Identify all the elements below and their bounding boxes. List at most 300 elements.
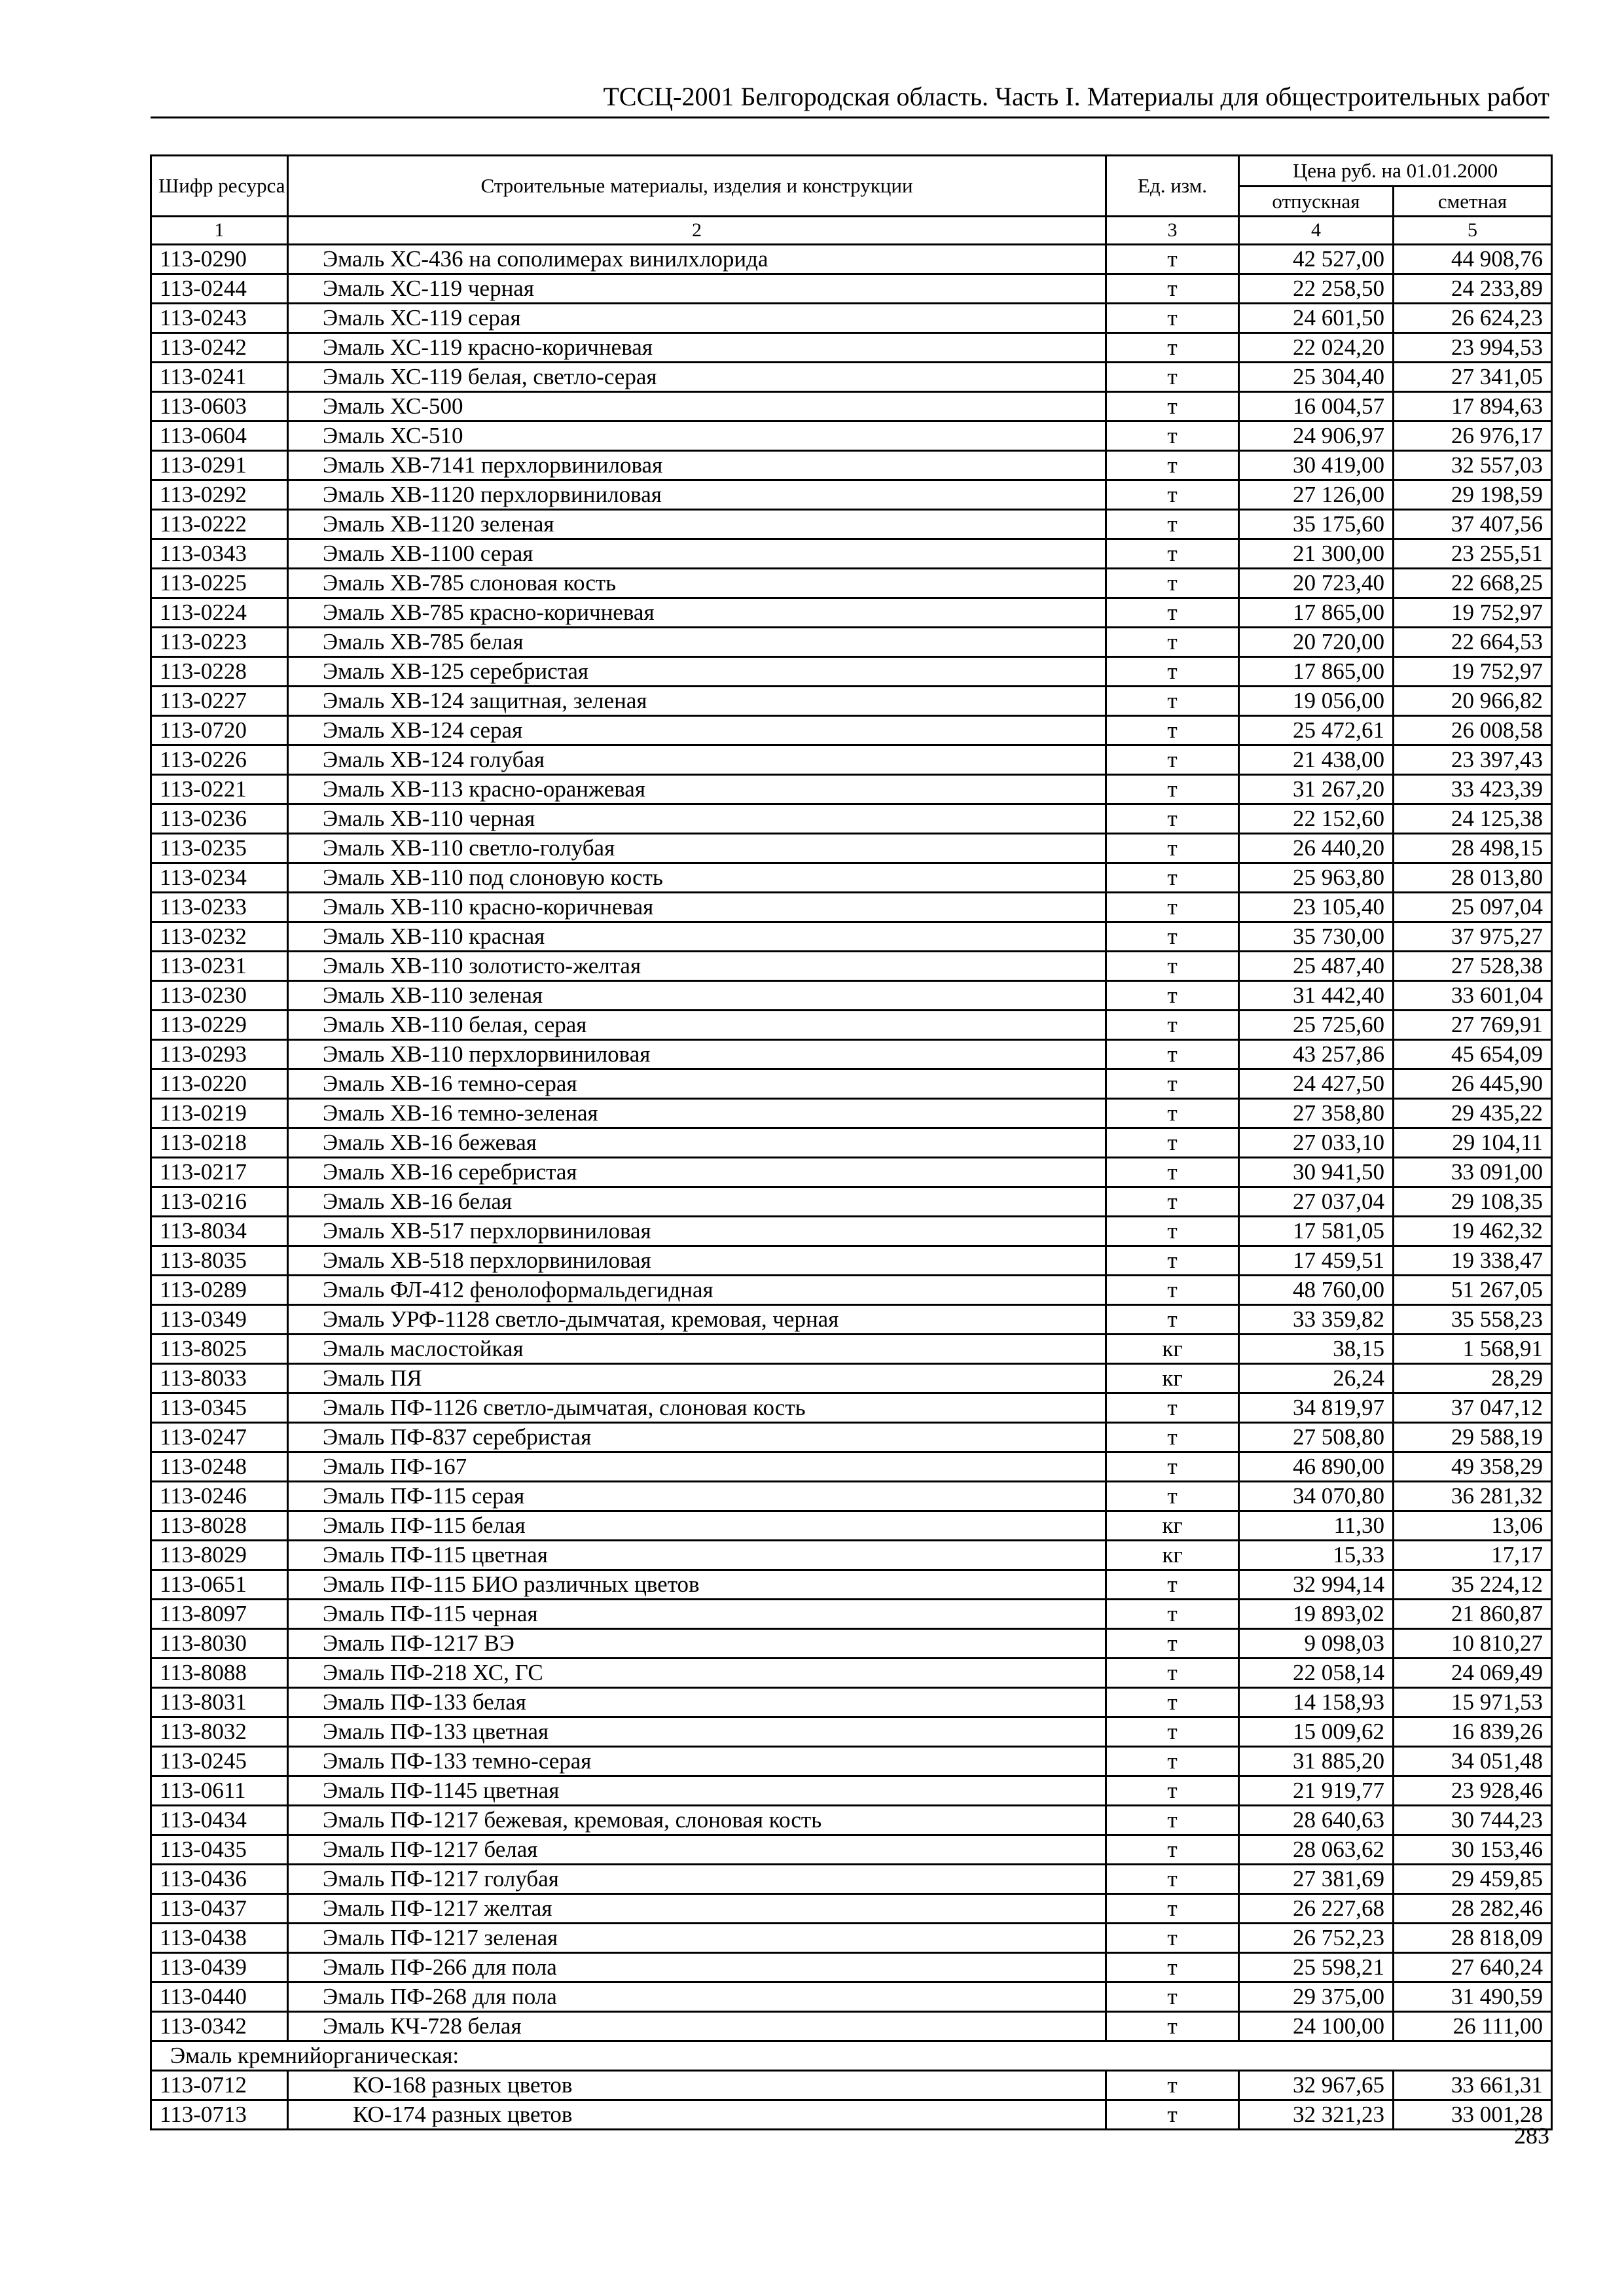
release-price: 24 601,50 [1239, 304, 1394, 333]
release-price: 25 963,80 [1239, 863, 1394, 893]
release-price: 21 438,00 [1239, 745, 1394, 775]
material-name: Эмаль ПФ-115 белая [288, 1511, 1106, 1541]
estimate-price: 29 588,19 [1394, 1423, 1552, 1452]
material-name: КО-168 разных цветов [288, 2071, 1106, 2100]
material-name: Эмаль ПФ-266 для пола [288, 1953, 1106, 1982]
estimate-price: 19 752,97 [1394, 657, 1552, 687]
table-row [151, 333, 1552, 363]
table-row [151, 1187, 1552, 1217]
table-row [151, 1128, 1552, 1158]
table-row [151, 598, 1552, 628]
estimate-price: 27 341,05 [1394, 363, 1552, 392]
table-row [151, 1835, 1552, 1865]
resource-code: 113-8097 [151, 1600, 288, 1629]
resource-code: 113-0236 [151, 804, 288, 834]
material-name: Эмаль ПФ-115 черная [288, 1600, 1106, 1629]
table-row [151, 422, 1552, 451]
release-price: 20 723,40 [1239, 569, 1394, 598]
table-row [151, 1717, 1552, 1747]
release-price: 31 885,20 [1239, 1747, 1394, 1776]
estimate-price: 28 818,09 [1394, 1924, 1552, 1953]
release-price: 30 941,50 [1239, 1158, 1394, 1187]
material-name: Эмаль ХС-436 на сополимерах винилхлорида [288, 245, 1106, 274]
table-row [151, 1776, 1552, 1806]
unit: т [1106, 510, 1239, 539]
release-price: 19 056,00 [1239, 687, 1394, 716]
material-name: Эмаль ХВ-124 голубая [288, 745, 1106, 775]
material-name: Эмаль ПЯ [288, 1364, 1106, 1393]
header-price: Цена руб. на 01.01.2000 [1239, 156, 1552, 187]
estimate-price: 35 224,12 [1394, 1570, 1552, 1600]
unit: т [1106, 1393, 1239, 1423]
resource-code: 113-0603 [151, 392, 288, 422]
table-row [151, 1806, 1552, 1835]
estimate-price: 25 097,04 [1394, 893, 1552, 922]
table-row [151, 1393, 1552, 1423]
estimate-price: 23 397,43 [1394, 745, 1552, 775]
table-row [151, 1452, 1552, 1482]
estimate-price: 23 994,53 [1394, 333, 1552, 363]
material-name: Эмаль ХВ-785 белая [288, 628, 1106, 657]
table-row [151, 304, 1552, 333]
table-row [151, 952, 1552, 981]
release-price: 17 865,00 [1239, 657, 1394, 687]
material-name: Эмаль ХВ-110 зеленая [288, 981, 1106, 1011]
material-name: Эмаль ХВ-16 темно-зеленая [288, 1099, 1106, 1128]
resource-code: 113-0234 [151, 863, 288, 893]
resource-code: 113-0291 [151, 451, 288, 480]
release-price: 42 527,00 [1239, 245, 1394, 274]
resource-code: 113-0218 [151, 1128, 288, 1158]
estimate-price: 49 358,29 [1394, 1452, 1552, 1482]
material-name: Эмаль ХВ-110 красная [288, 922, 1106, 952]
estimate-price: 33 601,04 [1394, 981, 1552, 1011]
material-name: Эмаль ХВ-124 защитная, зеленая [288, 687, 1106, 716]
material-name: Эмаль ПФ-115 цветная [288, 1541, 1106, 1570]
unit: т [1106, 480, 1239, 510]
resource-code: 113-0217 [151, 1158, 288, 1187]
table-row [151, 1541, 1552, 1570]
table-row [151, 480, 1552, 510]
material-name: Эмаль ХВ-125 серебристая [288, 657, 1106, 687]
estimate-price: 30 153,46 [1394, 1835, 1552, 1865]
release-price: 24 427,50 [1239, 1069, 1394, 1099]
material-name: Эмаль ХВ-110 под слоновую кость [288, 863, 1106, 893]
unit: т [1106, 1069, 1239, 1099]
estimate-price: 24 069,49 [1394, 1659, 1552, 1688]
release-price: 22 152,60 [1239, 804, 1394, 834]
table-row [151, 1570, 1552, 1600]
material-name: Эмаль УРФ-1128 светло-дымчатая, кремовая, черная [288, 1305, 1106, 1335]
resource-code: 113-0247 [151, 1423, 288, 1452]
table-row [151, 2100, 1552, 2130]
resource-code: 113-0245 [151, 1747, 288, 1776]
table-row [151, 1364, 1552, 1393]
table-row [151, 922, 1552, 952]
material-name: Эмаль ХВ-110 красно-коричневая [288, 893, 1106, 922]
resource-code: 113-0227 [151, 687, 288, 716]
material-name: Эмаль КЧ-728 белая [288, 2012, 1106, 2041]
unit: т [1106, 1953, 1239, 1982]
material-name: Эмаль ХВ-16 бежевая [288, 1128, 1106, 1158]
resource-code: 113-8029 [151, 1541, 288, 1570]
table-row [151, 716, 1552, 745]
unit: т [1106, 1806, 1239, 1835]
page-number: 283 [1514, 2123, 1549, 2149]
material-name: Эмаль ХВ-1120 перхлорвиниловая [288, 480, 1106, 510]
resource-code: 113-0292 [151, 480, 288, 510]
material-name: Эмаль ХС-119 черная [288, 274, 1106, 304]
group-label: Эмаль кремнийорганическая: [151, 2041, 1552, 2071]
resource-code: 113-8088 [151, 1659, 288, 1688]
unit: т [1106, 304, 1239, 333]
table-row [151, 1953, 1552, 1982]
estimate-price: 22 664,53 [1394, 628, 1552, 657]
material-name: Эмаль ХВ-517 перхлорвиниловая [288, 1217, 1106, 1246]
estimate-price: 33 091,00 [1394, 1158, 1552, 1187]
unit: т [1106, 1187, 1239, 1217]
estimate-price: 17 894,63 [1394, 392, 1552, 422]
header-release-price: отпускная [1239, 187, 1394, 217]
material-name: Эмаль ПФ-218 ХС, ГС [288, 1659, 1106, 1688]
document-header-title: ТССЦ-2001 Белгородская область. Часть I. Материалы для общестроительных работ [603, 82, 1549, 111]
material-name: Эмаль ПФ-1217 ВЭ [288, 1629, 1106, 1659]
estimate-price: 23 255,51 [1394, 539, 1552, 569]
material-name: Эмаль ПФ-1217 бежевая, кремовая, слоновая кость [288, 1806, 1106, 1835]
estimate-price: 33 661,31 [1394, 2071, 1552, 2100]
resource-code: 113-0713 [151, 2100, 288, 2130]
release-price: 15 009,62 [1239, 1717, 1394, 1747]
unit: т [1106, 2012, 1239, 2041]
table-row [151, 1011, 1552, 1040]
material-name: Эмаль ФЛ-412 фенолоформальдегидная [288, 1276, 1106, 1305]
material-name: Эмаль ПФ-1217 белая [288, 1835, 1106, 1865]
table-row [151, 1659, 1552, 1688]
estimate-price: 28 498,15 [1394, 834, 1552, 863]
release-price: 34 819,97 [1239, 1393, 1394, 1423]
table-row [151, 1335, 1552, 1364]
unit: т [1106, 1570, 1239, 1600]
material-name: Эмаль ХВ-110 перхлорвиниловая [288, 1040, 1106, 1069]
material-name: Эмаль ПФ-1126 светло-дымчатая, слоновая кость [288, 1393, 1106, 1423]
estimate-price: 32 557,03 [1394, 451, 1552, 480]
material-name: Эмаль ХВ-113 красно-оранжевая [288, 775, 1106, 804]
table-row [151, 1482, 1552, 1511]
release-price: 9 098,03 [1239, 1629, 1394, 1659]
resource-code: 113-0345 [151, 1393, 288, 1423]
release-price: 27 381,69 [1239, 1865, 1394, 1894]
resource-code: 113-0349 [151, 1305, 288, 1335]
header-unit: Ед. изм. [1106, 156, 1239, 217]
estimate-price: 36 281,32 [1394, 1482, 1552, 1511]
estimate-price: 16 839,26 [1394, 1717, 1552, 1747]
resource-code: 113-0228 [151, 657, 288, 687]
resource-code: 113-0216 [151, 1187, 288, 1217]
material-name: Эмаль ПФ-268 для пола [288, 1982, 1106, 2012]
unit: т [1106, 1128, 1239, 1158]
material-name: Эмаль ХВ-16 темно-серая [288, 1069, 1106, 1099]
table-row [151, 2012, 1552, 2041]
price-table-body [151, 245, 1552, 2130]
resource-code: 113-0241 [151, 363, 288, 392]
unit: т [1106, 1688, 1239, 1717]
material-name: Эмаль ПФ-1217 желтая [288, 1894, 1106, 1924]
unit: т [1106, 628, 1239, 657]
table-row [151, 1924, 1552, 1953]
material-name: Эмаль ХС-500 [288, 392, 1106, 422]
table-row [151, 1688, 1552, 1717]
release-price: 26 227,68 [1239, 1894, 1394, 1924]
estimate-price: 30 744,23 [1394, 1806, 1552, 1835]
table-row [151, 392, 1552, 422]
table-row [151, 1069, 1552, 1099]
material-name: Эмаль ПФ-1217 зеленая [288, 1924, 1106, 1953]
release-price: 22 024,20 [1239, 333, 1394, 363]
release-price: 34 070,80 [1239, 1482, 1394, 1511]
release-price: 17 459,51 [1239, 1246, 1394, 1276]
unit: т [1106, 539, 1239, 569]
resource-code: 113-8034 [151, 1217, 288, 1246]
table-row [151, 1600, 1552, 1629]
unit: т [1106, 2071, 1239, 2100]
table-row [151, 834, 1552, 863]
resource-code: 113-0224 [151, 598, 288, 628]
unit: т [1106, 1924, 1239, 1953]
unit: т [1106, 422, 1239, 451]
estimate-price: 15 971,53 [1394, 1688, 1552, 1717]
estimate-price: 23 928,46 [1394, 1776, 1552, 1806]
estimate-price: 20 966,82 [1394, 687, 1552, 716]
material-name: Эмаль ХС-119 красно-коричневая [288, 333, 1106, 363]
resource-code: 113-0248 [151, 1452, 288, 1482]
material-name: Эмаль ХС-119 белая, светло-серая [288, 363, 1106, 392]
table-row [151, 451, 1552, 480]
table-row [151, 1246, 1552, 1276]
resource-code: 113-0232 [151, 922, 288, 952]
unit: т [1106, 687, 1239, 716]
release-price: 28 063,62 [1239, 1835, 1394, 1865]
unit: т [1106, 1158, 1239, 1187]
material-name: Эмаль ПФ-133 белая [288, 1688, 1106, 1717]
material-name: Эмаль ХВ-785 слоновая кость [288, 569, 1106, 598]
unit: т [1106, 775, 1239, 804]
estimate-price: 22 668,25 [1394, 569, 1552, 598]
material-name: Эмаль ПФ-115 БИО различных цветов [288, 1570, 1106, 1600]
resource-code: 113-0289 [151, 1276, 288, 1305]
material-name: Эмаль ХВ-124 серая [288, 716, 1106, 745]
estimate-price: 37 407,56 [1394, 510, 1552, 539]
resource-code: 113-0436 [151, 1865, 288, 1894]
table-row [151, 245, 1552, 274]
table-row [151, 1276, 1552, 1305]
estimate-price: 28 282,46 [1394, 1894, 1552, 1924]
resource-code: 113-0230 [151, 981, 288, 1011]
estimate-price: 19 338,47 [1394, 1246, 1552, 1276]
price-table-head [151, 156, 1552, 245]
table-row [151, 687, 1552, 716]
unit: кг [1106, 1335, 1239, 1364]
unit: т [1106, 922, 1239, 952]
release-price: 46 890,00 [1239, 1452, 1394, 1482]
unit: т [1106, 274, 1239, 304]
resource-code: 113-0434 [151, 1806, 288, 1835]
material-name: Эмаль ХВ-518 перхлорвиниловая [288, 1246, 1106, 1276]
unit: т [1106, 1835, 1239, 1865]
release-price: 22 058,14 [1239, 1659, 1394, 1688]
release-price: 43 257,86 [1239, 1040, 1394, 1069]
estimate-price: 19 462,32 [1394, 1217, 1552, 1246]
unit: т [1106, 1217, 1239, 1246]
estimate-price: 29 108,35 [1394, 1187, 1552, 1217]
table-row [151, 1040, 1552, 1069]
resource-code: 113-8028 [151, 1511, 288, 1541]
header-name: Строительные материалы, изделия и конструкции [288, 156, 1106, 217]
estimate-price: 51 267,05 [1394, 1276, 1552, 1305]
unit: т [1106, 451, 1239, 480]
table-row [151, 1423, 1552, 1452]
unit: т [1106, 893, 1239, 922]
unit: т [1106, 952, 1239, 981]
unit: т [1106, 1040, 1239, 1069]
unit: т [1106, 1629, 1239, 1659]
estimate-price: 17,17 [1394, 1541, 1552, 1570]
resource-code: 113-0233 [151, 893, 288, 922]
resource-code: 113-0246 [151, 1482, 288, 1511]
unit: т [1106, 834, 1239, 863]
unit: т [1106, 392, 1239, 422]
resource-code: 113-0231 [151, 952, 288, 981]
table-row [151, 1982, 1552, 2012]
material-name: Эмаль ПФ-1145 цветная [288, 1776, 1106, 1806]
estimate-price: 26 445,90 [1394, 1069, 1552, 1099]
release-price: 33 359,82 [1239, 1305, 1394, 1335]
table-row [151, 863, 1552, 893]
resource-code: 113-0293 [151, 1040, 288, 1069]
estimate-price: 44 908,76 [1394, 245, 1552, 274]
table-row [151, 893, 1552, 922]
unit: т [1106, 363, 1239, 392]
estimate-price: 45 654,09 [1394, 1040, 1552, 1069]
material-name: Эмаль ХВ-110 светло-голубая [288, 834, 1106, 863]
table-row [151, 1099, 1552, 1128]
column-number: 5 [1394, 217, 1552, 245]
table-row [151, 1217, 1552, 1246]
table-row [151, 539, 1552, 569]
release-price: 30 419,00 [1239, 451, 1394, 480]
unit: т [1106, 804, 1239, 834]
table-row [151, 1511, 1552, 1541]
estimate-price: 24 233,89 [1394, 274, 1552, 304]
unit: т [1106, 1246, 1239, 1276]
release-price: 35 175,60 [1239, 510, 1394, 539]
unit: т [1106, 1717, 1239, 1747]
resource-code: 113-0242 [151, 333, 288, 363]
material-name: Эмаль ХС-119 серая [288, 304, 1106, 333]
resource-code: 113-0604 [151, 422, 288, 451]
unit: т [1106, 1894, 1239, 1924]
release-price: 17 581,05 [1239, 1217, 1394, 1246]
column-number: 4 [1239, 217, 1394, 245]
estimate-price: 21 860,87 [1394, 1600, 1552, 1629]
resource-code: 113-0342 [151, 2012, 288, 2041]
release-price: 20 720,00 [1239, 628, 1394, 657]
estimate-price: 31 490,59 [1394, 1982, 1552, 2012]
release-price: 25 487,40 [1239, 952, 1394, 981]
material-name: Эмаль ХВ-7141 перхлорвиниловая [288, 451, 1106, 480]
release-price: 32 321,23 [1239, 2100, 1394, 2130]
table-row [151, 775, 1552, 804]
resource-code: 113-0235 [151, 834, 288, 863]
estimate-price: 10 810,27 [1394, 1629, 1552, 1659]
resource-code: 113-0226 [151, 745, 288, 775]
material-name: Эмаль ХВ-110 черная [288, 804, 1106, 834]
unit: т [1106, 1747, 1239, 1776]
estimate-price: 29 459,85 [1394, 1865, 1552, 1894]
estimate-price: 1 568,91 [1394, 1335, 1552, 1364]
resource-code: 113-0219 [151, 1099, 288, 1128]
release-price: 29 375,00 [1239, 1982, 1394, 2012]
resource-code: 113-0223 [151, 628, 288, 657]
release-price: 27 358,80 [1239, 1099, 1394, 1128]
column-number: 1 [151, 217, 288, 245]
unit: т [1106, 1982, 1239, 2012]
table-row [151, 657, 1552, 687]
unit: т [1106, 1099, 1239, 1128]
material-name: Эмаль ПФ-133 темно-серая [288, 1747, 1106, 1776]
release-price: 22 258,50 [1239, 274, 1394, 304]
release-price: 24 100,00 [1239, 2012, 1394, 2041]
release-price: 27 033,10 [1239, 1128, 1394, 1158]
table-row [151, 274, 1552, 304]
material-name: КО-174 разных цветов [288, 2100, 1106, 2130]
resource-code: 113-0225 [151, 569, 288, 598]
material-name: Эмаль ХС-510 [288, 422, 1106, 451]
unit: т [1106, 657, 1239, 687]
release-price: 17 865,00 [1239, 598, 1394, 628]
resource-code: 113-0651 [151, 1570, 288, 1600]
estimate-price: 33 423,39 [1394, 775, 1552, 804]
table-row [151, 1158, 1552, 1187]
unit: кг [1106, 1541, 1239, 1570]
table-row [151, 1865, 1552, 1894]
estimate-price: 24 125,38 [1394, 804, 1552, 834]
material-name: Эмаль маслостойкая [288, 1335, 1106, 1364]
release-price: 11,30 [1239, 1511, 1394, 1541]
release-price: 25 472,61 [1239, 716, 1394, 745]
column-number: 2 [288, 217, 1106, 245]
estimate-price: 13,06 [1394, 1511, 1552, 1541]
release-price: 26 752,23 [1239, 1924, 1394, 1953]
table-row [151, 1305, 1552, 1335]
table-row [151, 1747, 1552, 1776]
material-name: Эмаль ХВ-16 серебристая [288, 1158, 1106, 1187]
unit: т [1106, 981, 1239, 1011]
estimate-price: 19 752,97 [1394, 598, 1552, 628]
resource-code: 113-8030 [151, 1629, 288, 1659]
resource-code: 113-0712 [151, 2071, 288, 2100]
group-header-row [151, 2041, 1552, 2071]
estimate-price: 34 051,48 [1394, 1747, 1552, 1776]
release-price: 31 442,40 [1239, 981, 1394, 1011]
material-name: Эмаль ХВ-1120 зеленая [288, 510, 1106, 539]
resource-code: 113-0343 [151, 539, 288, 569]
estimate-price: 26 976,17 [1394, 422, 1552, 451]
unit: т [1106, 1276, 1239, 1305]
unit: т [1106, 1423, 1239, 1452]
release-price: 16 004,57 [1239, 392, 1394, 422]
table-row [151, 804, 1552, 834]
release-price: 32 994,14 [1239, 1570, 1394, 1600]
